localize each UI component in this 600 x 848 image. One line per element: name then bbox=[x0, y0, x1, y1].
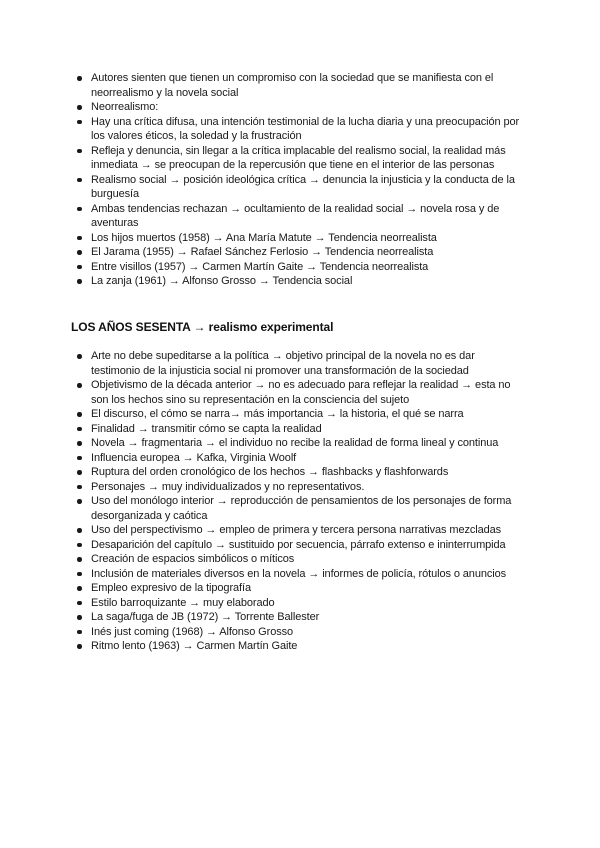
bullet-icon bbox=[77, 572, 82, 577]
bullet-icon bbox=[77, 644, 82, 649]
section-heading: LOS AÑOS SESENTA → realismo experimental bbox=[71, 320, 334, 334]
list-item: Objetivismo de la década anterior → no es adecuado para reflejar la realidad → esta no son los hechos sino su representación en la consciencia del sujeto bbox=[91, 378, 523, 407]
list-item: La saga/fuga de JB (1972) → Torrente Ballester bbox=[91, 610, 523, 625]
bullet-icon bbox=[77, 354, 82, 359]
bullet-icon bbox=[77, 76, 82, 81]
list-item: Influencia europea → Kafka, Virginia Woolf bbox=[91, 451, 523, 466]
list-item: El Jarama (1955) → Rafael Sánchez Ferlosio → Tendencia neorrealista bbox=[91, 245, 523, 260]
list-item: Neorrealismo: bbox=[91, 100, 523, 115]
list-item: Entre visillos (1957) → Carmen Martín Gaite → Tendencia neorrealista bbox=[91, 260, 523, 275]
list-item: Hay una crítica difusa, una intención testimonial de la lucha diaria y una preocupación por los valores éticos, la soledad y la frustración bbox=[91, 115, 523, 144]
list-item: Inclusión de materiales diversos en la novela → informes de policía, rótulos o anuncios bbox=[91, 567, 523, 582]
list-item: Realismo social → posición ideológica crítica → denuncia la injusticia y la conducta de la burguesía bbox=[91, 173, 523, 202]
list-item: Personajes → muy individualizados y no representativos. bbox=[91, 480, 523, 495]
bullet-icon bbox=[77, 265, 82, 270]
list-item: La zanja (1961) → Alfonso Grosso → Tendencia social bbox=[91, 274, 523, 289]
bullet-icon bbox=[77, 485, 82, 490]
list-item: Ritmo lento (1963) → Carmen Martín Gaite bbox=[91, 639, 523, 654]
list-item: Refleja y denuncia, sin llegar a la crítica implacable del realismo social, la realidad más inmediata → se preocupan de la repercusión que tiene en el interior de las personas bbox=[91, 144, 523, 173]
bullet-icon bbox=[77, 615, 82, 620]
bullet-icon bbox=[77, 630, 82, 635]
bullet-icon bbox=[77, 441, 82, 446]
experimental-realism-bullet-list bbox=[91, 349, 523, 654]
bullet-icon bbox=[77, 412, 82, 417]
list-item: Ruptura del orden cronológico de los hechos → flashbacks y flashforwards bbox=[91, 465, 523, 480]
list-item: Ambas tendencias rechazan → ocultamiento de la realidad social → novela rosa y de aventuras bbox=[91, 202, 523, 231]
list-item: Los hijos muertos (1958) → Ana María Matute → Tendencia neorrealista bbox=[91, 231, 523, 246]
bullet-icon bbox=[77, 383, 82, 388]
bullet-icon bbox=[77, 105, 82, 110]
list-item: Uso del monólogo interior → reproducción de pensamientos de los personajes de forma desorganizada y caótica bbox=[91, 494, 523, 523]
bullet-icon bbox=[77, 279, 82, 284]
bullet-icon bbox=[77, 178, 82, 183]
bullet-icon bbox=[77, 427, 82, 432]
bullet-icon bbox=[77, 236, 82, 241]
bullet-icon bbox=[77, 149, 82, 154]
list-item: Autores sienten que tienen un compromiso con la sociedad que se manifiesta con el neorrealismo y la novela social bbox=[91, 71, 523, 100]
list-item: Empleo expresivo de la tipografía bbox=[91, 581, 523, 596]
list-item: Inés just coming (1968) → Alfonso Grosso bbox=[91, 625, 523, 640]
list-item: El discurso, el cómo se narra→ más importancia → la historia, el qué se narra bbox=[91, 407, 523, 422]
bullet-icon bbox=[77, 586, 82, 591]
bullet-icon bbox=[77, 499, 82, 504]
bullet-icon bbox=[77, 120, 82, 125]
bullet-icon bbox=[77, 456, 82, 461]
list-item: Estilo barroquizante → muy elaborado bbox=[91, 596, 523, 611]
list-item: Uso del perspectivismo → empleo de primera y tercera persona narrativas mezcladas bbox=[91, 523, 523, 538]
neorealism-bullet-list bbox=[91, 71, 523, 289]
list-item: Desaparición del capítulo → sustituido por secuencia, párrafo extenso e ininterrumpida bbox=[91, 538, 523, 553]
list-item: Finalidad → transmitir cómo se capta la realidad bbox=[91, 422, 523, 437]
list-item: Arte no debe supeditarse a la política → objetivo principal de la novela no es dar testimonio de la injusticia social ni promover una transformación de la sociedad bbox=[91, 349, 523, 378]
bullet-icon bbox=[77, 528, 82, 533]
bullet-icon bbox=[77, 250, 82, 255]
bullet-icon bbox=[77, 557, 82, 562]
list-item: Novela → fragmentaria → el individuo no recibe la realidad de forma lineal y continua bbox=[91, 436, 523, 451]
bullet-icon bbox=[77, 543, 82, 548]
list-item: Creación de espacios simbólicos o míticos bbox=[91, 552, 523, 567]
bullet-icon bbox=[77, 601, 82, 606]
bullet-icon bbox=[77, 470, 82, 475]
bullet-icon bbox=[77, 207, 82, 212]
